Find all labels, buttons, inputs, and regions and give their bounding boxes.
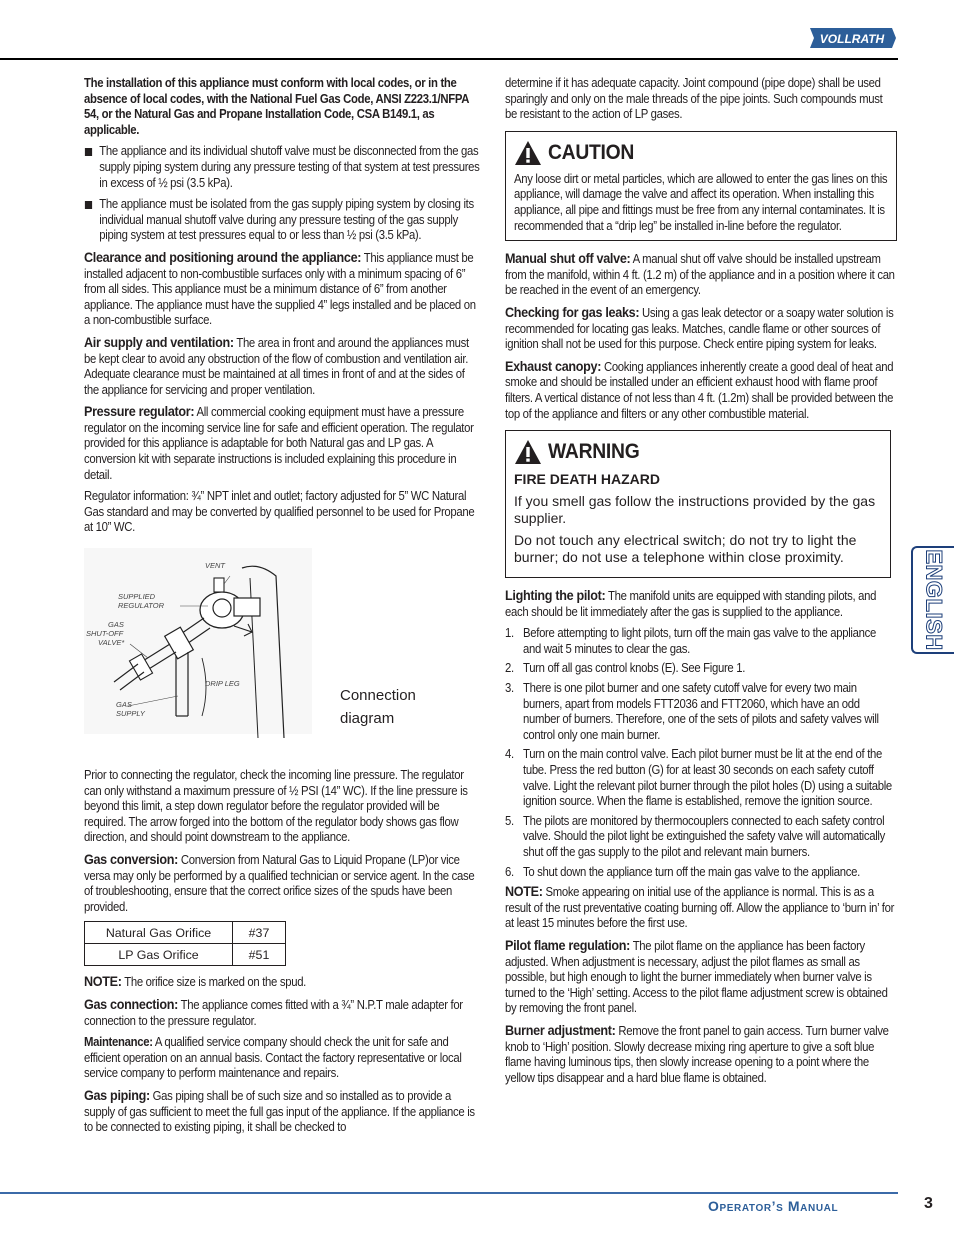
burner-heading: Burner adjustment: bbox=[505, 1021, 616, 1038]
canopy-heading: Exhaust canopy: bbox=[505, 357, 602, 374]
language-tab[interactable] bbox=[911, 546, 954, 654]
footer-label: Operator’s Manual bbox=[708, 1198, 839, 1214]
note-text-right: Smoke appearing on initial use of the appliance is normal. This is as a result of the rust preventative coating burning off. Allow the appliance to ‘burn in’ for at least 15 minutes before the first use. bbox=[505, 885, 895, 931]
orifice-table bbox=[84, 921, 286, 966]
step-number: 4. bbox=[505, 747, 514, 762]
table-row bbox=[85, 922, 286, 944]
leaks-paragraph bbox=[505, 305, 897, 353]
orifice-label: Natural Gas Orifice bbox=[85, 922, 233, 944]
regulator-heading: Pressure regulator: bbox=[84, 403, 195, 420]
regulator-info: Regulator information: ¾” NPT inlet and outlet; factory adjusted for 5” WC Natural Gas standard and may be converted by qualified personnel to be used for Propane at 10” WC. bbox=[84, 489, 475, 535]
step-text: Before attempting to light pilots, turn off the main gas valve to the appliance and wait 5 minutes to clear the gas. bbox=[523, 626, 876, 656]
warning-title: WARNING bbox=[548, 440, 640, 464]
language-tab-label: ENGLISH bbox=[921, 549, 947, 651]
maintenance-paragraph bbox=[84, 1035, 480, 1082]
warning-triangle-icon bbox=[514, 140, 542, 166]
intro-paragraph: The installation of this appliance must conform with local codes, or in the absence of local codes, with the National Fuel Gas Code, ANSI Z223.1/NFPA 54, or the Natural Gas and Propane Installation Code, CSA B149.1, as applicable. bbox=[84, 76, 469, 137]
bullet-item: The appliance must be isolated from the gas supply piping system by closing its individual manual shutoff valve during any pressure testing of the gas supply piping system at test pressures equal to or less than ½ psi (3.5 kPa). bbox=[84, 197, 480, 244]
pilot-text: The manifold units are equipped with standing pilots, and each should be lit immediately after the gas is supplied to the appliance. bbox=[505, 589, 877, 619]
continued-paragraph: determine if it has adequate capacity. Joint compound (pipe dope) shall be used sparingly and only on the male threads of the pipe joints. Such compounds must be resistant to the action of LP gases. bbox=[505, 76, 883, 122]
label-vent: VENT bbox=[205, 561, 226, 571]
label-regulator: REGULATOR bbox=[118, 601, 164, 611]
connection-paragraph bbox=[84, 997, 480, 1029]
step-text: Turn on the main control valve. Each pilot burner must be lit at the end of the tube. Press the red button (G) for at least 30 seconds on each safety cutoff valve. Light the relevant pilot burner through the pilot holes (D) using a suitable ignition source. When the flame is established, remove the ignition source. bbox=[523, 747, 892, 809]
warning-text-2: Do not touch any electrical switch; do not try to light the burner; do not use a telephone within close proximity. bbox=[514, 532, 857, 566]
conversion-heading: Gas conversion: bbox=[84, 851, 179, 867]
step-number: 1. bbox=[505, 626, 514, 641]
flame-heading: Pilot flame regulation: bbox=[505, 936, 631, 953]
air-heading: Air supply and ventilation: bbox=[84, 333, 234, 350]
maintenance-heading: Maintenance: bbox=[84, 1035, 153, 1050]
step-text: The pilots are monitored by thermocouplers connected to each safety control valve. Should the pilot light be extinguished the safety valve will automatically shut off the gas supply to the pilot and relevant main burners. bbox=[523, 813, 885, 859]
piping-heading: Gas piping: bbox=[84, 1086, 150, 1103]
step-number: 3. bbox=[505, 681, 514, 696]
note-text: The orifice size is marked on the spud. bbox=[124, 975, 307, 990]
canopy-text: Cooking appliances inherently create a good deal of heat and smoke and should be installed under an efficient exhaust hood with flame proof filters. A vertical distance of not less than 4 ft. (1.2m) shall be provided between the top of the appliance and filters or any other combustible material. bbox=[505, 359, 894, 421]
left-column bbox=[84, 76, 480, 1142]
flame-paragraph bbox=[505, 938, 897, 1017]
air-paragraph bbox=[84, 335, 480, 398]
step-text: Turn off all gas control knobs (E). See Figure 1. bbox=[523, 661, 746, 676]
note-heading: NOTE: bbox=[84, 973, 122, 990]
warning-box bbox=[505, 430, 891, 578]
note-paragraph-right bbox=[505, 884, 897, 932]
brand-wordmark: VOLLRATH bbox=[819, 32, 885, 46]
canopy-paragraph bbox=[505, 359, 897, 422]
label-gas-supply-2: SUPPLY bbox=[116, 709, 145, 719]
leaks-text: Using a gas leak detector or a soapy water solution is recommended for locating gas leaks. Matches, candle flame or other sources of ignition shall not be used for this purpose. Check entire piping system for leaks. bbox=[505, 305, 894, 352]
connection-heading: Gas connection: bbox=[84, 995, 178, 1012]
conversion-text: Conversion from Natural Gas to Liquid Propane (LP)or vice versa may only be performed by a qualified technician or service agent. In the case of troubleshooting, ensure that the correct orifice sizes of the spuds have been provided. bbox=[84, 853, 475, 914]
connection-text: The appliance comes fitted with a ¾” N.P.T male adapter for connection to the pressure regulator. bbox=[84, 997, 463, 1028]
clearance-text: This appliance must be installed adjacent to non-combustible surfaces only with a minimum spacing of 6” from all sides. This appliance must be a minimum distance of 6” from another appliance. The appliance must have the supplied 4” legs installed and be placed on a non-combustible surface. bbox=[84, 250, 476, 328]
orifice-label: LP Gas Orifice bbox=[85, 944, 233, 966]
bullet-item: The appliance and its individual shutoff valve must be disconnected from the gas supply piping system during any pressure testing of that system at test pressures in excess of ½ psi (3.5 kPa). bbox=[84, 144, 480, 191]
diagram-caption bbox=[340, 684, 416, 730]
burner-text: Remove the front panel to gain access. Turn burner valve knob to ‘High’ position. Slowly decrease mixing ring aperture to give a soft blue flame having luminous tips, then slowly increase opening to a point where the yellow tips disappear and a hard blue flame is obtained. bbox=[505, 1023, 889, 1085]
step-number: 2. bbox=[505, 661, 514, 676]
piping-paragraph bbox=[84, 1088, 480, 1136]
label-gas: GAS bbox=[108, 620, 124, 630]
caution-box bbox=[505, 131, 897, 241]
manual-valve-paragraph bbox=[505, 251, 897, 299]
warning-text-1: If you smell gas follow the instructions provided by the gas supplier. bbox=[514, 493, 876, 527]
caution-header bbox=[514, 140, 888, 166]
step-number: 5. bbox=[505, 813, 514, 828]
warning-subtitle: FIRE DEATH HAZARD bbox=[514, 471, 660, 488]
warning-header bbox=[514, 439, 882, 465]
diagram-caption-line1: Connection bbox=[340, 687, 416, 705]
conversion-paragraph bbox=[84, 852, 480, 915]
manual-valve-text: A manual shut off valve should be installed upstream from the manifold, within 4 ft. (1.2 m) of the appliance and in a position where it can be reached in the event of an emergency. bbox=[505, 252, 895, 298]
air-text: The area in front and around the appliances must be kept clear to avoid any obstruction of the flow of combustion and ventilation air. Adequate clearance must be maintained at all times in front of and at the sides of the appliance for servicing and proper ventilation. bbox=[84, 335, 469, 397]
clearance-heading: Clearance and positioning around the appliance: bbox=[84, 248, 362, 265]
vollrath-logo bbox=[806, 24, 900, 52]
pilot-heading: Lighting the pilot: bbox=[505, 587, 606, 604]
burner-paragraph bbox=[505, 1023, 897, 1086]
regulator-text: All commercial cooking equipment must have a pressure regulator on the incoming service line for safe and efficient operation. The regulator provided for this appliance is adaptable for both Natural gas and LP gas. A conversion kit with separate instructions is included explaining this procedure in detail. bbox=[84, 405, 474, 482]
header-rule bbox=[0, 58, 898, 60]
diagram-caption-line2: diagram bbox=[340, 710, 395, 728]
step-text: To shut down the appliance turn off the main gas valve to the appliance. bbox=[523, 864, 860, 879]
leaks-heading: Checking for gas leaks: bbox=[505, 303, 640, 320]
table-row bbox=[85, 944, 286, 966]
footer-rule bbox=[0, 1192, 898, 1194]
list-item bbox=[505, 814, 897, 861]
step-text: There is one pilot burner and one safety cutoff valve for every two main burners, apart from models FTT2036 and FTT2060, which have an odd number of burners. Therefore, one of the sets of pilots and safety valves will control only one main burner. bbox=[523, 681, 879, 742]
orifice-value: #51 bbox=[233, 944, 286, 966]
list-item bbox=[505, 747, 897, 809]
note-paragraph bbox=[84, 974, 480, 991]
prior-paragraph: Prior to connecting the regulator, check the incoming line pressure. The regulator can only withstand a maximum pressure of ½ PSI (14” WC). If the line pressure is beyond this limit, a step down regulator before the regulator provided will be required. The arrow forged into the bottom of the regulator body shows gas flow direction, and should point downstream to the appliance. bbox=[84, 768, 468, 845]
regulator-paragraph bbox=[84, 404, 480, 483]
caution-title: CAUTION bbox=[548, 140, 635, 164]
right-column bbox=[505, 76, 897, 1092]
clearance-paragraph bbox=[84, 250, 480, 329]
label-valve: VALVE* bbox=[98, 638, 125, 648]
list-item bbox=[505, 626, 897, 657]
piping-text: Gas piping shall be of such size and so installed as to provide a supply of gas sufficient to meet the full gas input of the appliance. If the appliance is to be connected to existing piping, it shall be checked to bbox=[84, 1088, 475, 1135]
label-drip-leg: DRIP LEG bbox=[205, 679, 240, 689]
list-item bbox=[505, 661, 897, 677]
warning-triangle-icon bbox=[514, 439, 542, 465]
manual-valve-heading: Manual shut off valve: bbox=[505, 250, 631, 267]
connection-diagram bbox=[84, 548, 480, 748]
flame-text: The pilot flame on the appliance has been factory adjusted. When adjustment is necessary, adjust the pilot flames as small as possible, but high enough to light the burner immediately when burner valve is turned to the ‘High’ setting. Access to the pilot flame adjustment screw is obtained by removing the front panel. bbox=[505, 938, 888, 1016]
note-heading-right: NOTE: bbox=[505, 883, 543, 900]
label-supplied: SUPPLIED bbox=[118, 592, 156, 602]
maintenance-text: A qualified service company should check the unit for safe and efficient operation on an annual basis. Contact the factory representative or local service company to perform maintenance and repairs. bbox=[84, 1035, 462, 1081]
label-gas-supply-1: GAS bbox=[116, 700, 132, 710]
pilot-paragraph bbox=[505, 588, 897, 620]
caution-text: Any loose dirt or metal particles, which are allowed to enter the gas lines on this appliance, will damage the valve and affect its operation. When installing this appliance, all pipe and fittings must be free from any internal contaminates. It is recommended that a “drip leg” be installed in-line before the regulator. bbox=[514, 171, 888, 233]
step-number: 6. bbox=[505, 864, 514, 879]
list-item bbox=[505, 681, 897, 743]
label-shutoff: SHUT-OFF bbox=[86, 629, 124, 639]
orifice-value: #37 bbox=[233, 922, 286, 944]
list-item bbox=[505, 865, 897, 881]
page-number: 3 bbox=[924, 1195, 933, 1212]
